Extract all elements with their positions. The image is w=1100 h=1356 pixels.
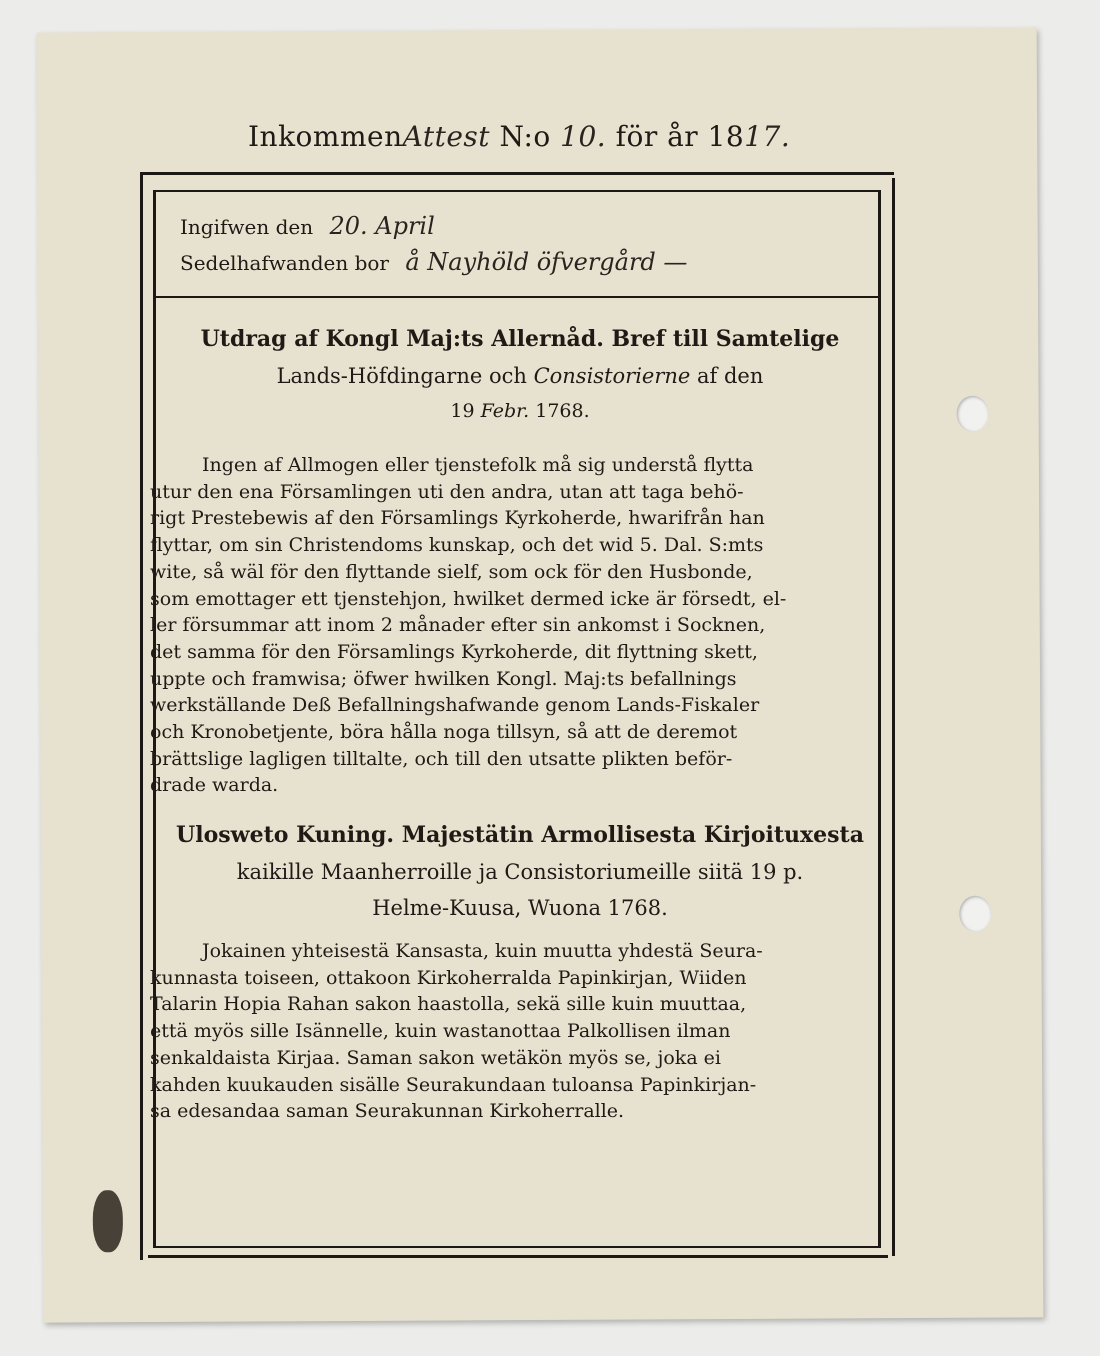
swedish-line: werkställande Deß Befallningshafwande genom Lands-Fiskaler — [150, 694, 760, 717]
header-number-label: N:o — [499, 120, 551, 153]
resides-value: å Nayhöld öfvergård — — [405, 248, 688, 276]
swedish-line: ler försummar att inom 2 månader efter sin ankomst i Socknen, — [150, 614, 766, 637]
inner-bottom-rule — [153, 1246, 879, 1248]
finnish-line: kahden kuukauden sisälle Seurakundaan tuloansa Papinkirjan- — [150, 1073, 757, 1096]
swedish-line: Ingen af Allmogen eller tjenstefolk må sig understå flytta — [202, 454, 754, 476]
swedish-line: uppte och framwisa; öfwer hwilken Kongl. Maj:ts befallnings — [150, 667, 737, 690]
swedish-paragraph — [150, 452, 885, 799]
swedish-line: flyttar, om sin Christendoms kunskap, och det wid 5. Dal. S:mts — [150, 534, 764, 557]
swedish-line: wite, så wäl för den flyttande sielf, som ock för den Husbonde, — [150, 560, 753, 583]
frame-right-rule — [892, 178, 895, 1256]
swedish-title-line3 — [150, 400, 890, 422]
submitted-value: 20. April — [329, 212, 435, 240]
certificate-header — [248, 120, 790, 153]
ink-stain — [93, 1190, 123, 1252]
finnish-line: Talarin Hopia Rahan sakon haastolla, sekä sille kuin muuttaa, — [150, 993, 747, 1016]
finnish-title-line1: Ulosweto Kuning. Majestätin Armollisesta Kirjoituxesta — [176, 822, 864, 848]
swedish-line: som emottager ett tjenstehjon, hwilket dermed icke är försedt, el- — [150, 587, 787, 610]
swedish-title-line2-a: Lands-Höfdingarne och — [276, 364, 527, 388]
swedish-title-date-year: 1768. — [535, 400, 590, 422]
inner-top-rule — [153, 190, 879, 192]
frame-top-rule — [142, 172, 894, 175]
swedish-line: det samma för den Församlings Kyrkoherde, dit flyttning skett, — [150, 640, 758, 663]
swedish-title-date-month: Febr. — [480, 400, 530, 422]
finnish-paragraph — [150, 938, 885, 1125]
swedish-title-date-day: 19 — [450, 400, 475, 422]
swedish-title-line2-em: Consistorierne — [533, 364, 691, 388]
finnish-title-line2: kaikille Maanherroille ja Consistoriumeille siitä 19 p. — [236, 860, 804, 884]
finnish-line: senkaldaista Kirjaa. Saman sakon wetäkön myös se, joka ei — [150, 1046, 722, 1069]
finnish-line: kunnasta toiseen, ottakoon Kirkoherralda Papinkirjan, Wiiden — [150, 966, 747, 989]
swedish-line: och Kronobetjente, böra hålla noga tillsyn, så att de deremot — [150, 721, 738, 744]
form-divider-rule — [153, 296, 879, 298]
frame-bottom-rule — [148, 1255, 888, 1258]
swedish-title-line1: Utdrag af Kongl Maj:ts Allernåd. Bref till Samtelige — [200, 326, 840, 352]
swedish-line: brättslige lagligen tilltalte, och till den utsatte plikten beför- — [150, 747, 733, 770]
header-number-handwritten: 10. — [560, 120, 607, 153]
header-attest-handwritten: Attest — [402, 120, 491, 153]
finnish-line: Jokainen yhteisestä Kansasta, kuin muutta yhdestä Seura- — [202, 940, 763, 962]
finnish-title-line3: Helme-Kuusa, Wuona 1768. — [372, 896, 668, 920]
punch-hole — [959, 896, 991, 932]
frame-left-rule — [140, 172, 143, 1260]
submitted-line — [180, 212, 435, 240]
header-year-label: för år 18 — [615, 120, 745, 153]
finnish-line: että myös sille Isännelle, kuin wastanottaa Palkollisen ilman — [150, 1020, 731, 1043]
header-inkommen: Inkommen — [248, 120, 403, 153]
swedish-line: rigt Prestebewis af den Församlings Kyrkoherde, hwarifrån han — [150, 507, 765, 530]
punch-hole — [957, 396, 989, 432]
resides-line — [180, 248, 687, 276]
submitted-label: Ingifwen den — [180, 215, 314, 239]
finnish-line: sa edesandaa saman Seurakunnan Kirkoherralle. — [150, 1100, 625, 1123]
swedish-line: drade warda. — [150, 774, 279, 797]
swedish-line: utur den ena Församlingen uti den andra, utan att taga behö- — [150, 480, 744, 503]
swedish-title-line2-b: af den — [697, 364, 764, 388]
swedish-title-line2 — [150, 364, 890, 388]
header-year-handwritten: 17. — [744, 120, 791, 153]
resides-label: Sedelhafwanden bor — [180, 251, 389, 275]
